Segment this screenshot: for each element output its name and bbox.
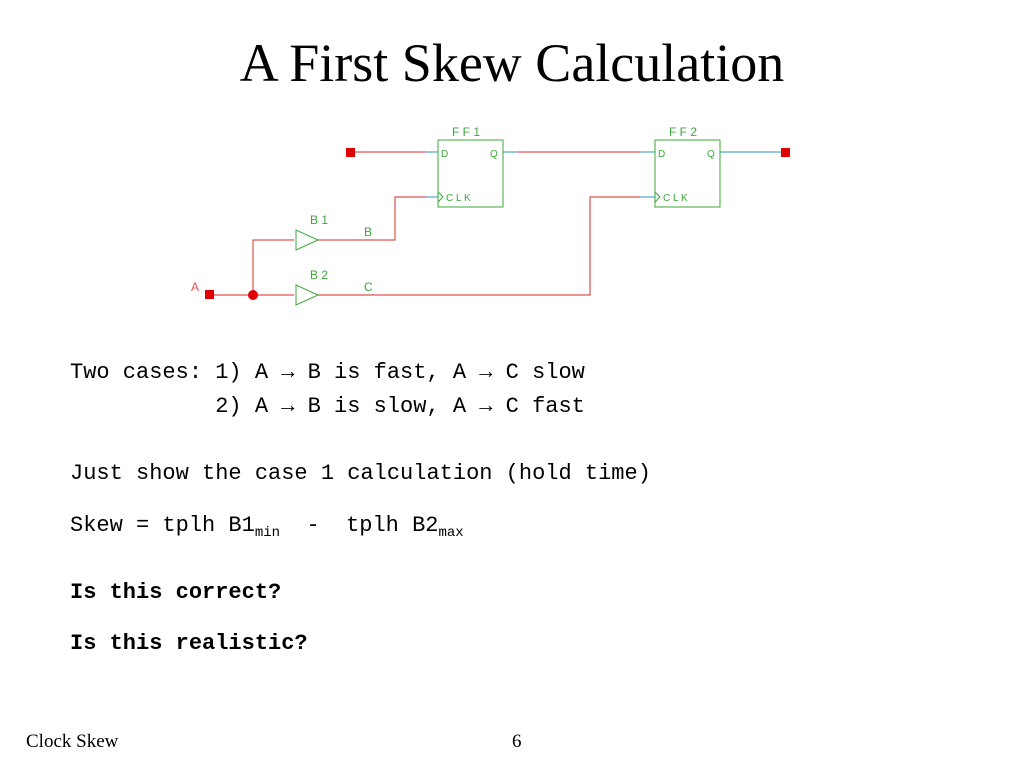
skew-prefix: Skew = tplh B1 bbox=[70, 513, 255, 538]
ff1-clk-marker bbox=[438, 192, 443, 202]
ff2-clk-marker bbox=[655, 192, 660, 202]
question-correct: Is this correct? bbox=[70, 580, 282, 605]
ff2-label: F F 2 bbox=[669, 125, 698, 139]
skew-formula bbox=[70, 513, 464, 541]
net-b-label: B bbox=[364, 225, 373, 239]
ff1-label: F F 1 bbox=[452, 125, 481, 139]
page-number: 6 bbox=[512, 731, 522, 752]
net-c-label: C bbox=[364, 280, 373, 294]
skew-sub-max: max bbox=[438, 525, 464, 541]
ff1-clk-label: C L K bbox=[446, 193, 471, 204]
input-terminal-a bbox=[205, 290, 214, 299]
wires bbox=[210, 152, 640, 295]
buffer-b1 bbox=[296, 230, 318, 250]
ff1-q-label: Q bbox=[490, 149, 498, 160]
wire-node-b1 bbox=[253, 240, 294, 295]
cases-line-1: Two cases: 1) A → B is fast, A → C slow bbox=[70, 360, 585, 385]
skew-mid: - tplh B2 bbox=[280, 513, 439, 538]
question-realistic: Is this realistic? bbox=[70, 631, 308, 656]
input-terminal-ff1 bbox=[346, 148, 355, 157]
terminals bbox=[205, 148, 790, 300]
buffer-b2 bbox=[296, 285, 318, 305]
b1-label: B 1 bbox=[310, 213, 329, 227]
pin-wires bbox=[426, 152, 785, 197]
output-terminal-ff2 bbox=[781, 148, 790, 157]
case1-note: Just show the case 1 calculation (hold time) bbox=[70, 461, 651, 486]
ff2-d-label: D bbox=[658, 149, 666, 160]
footer-title: Clock Skew bbox=[26, 731, 119, 752]
skew-sub-min: min bbox=[254, 525, 281, 541]
cases-line-2: 2) A → B is slow, A → C fast bbox=[70, 394, 585, 419]
slide-title: A First Skew Calculation bbox=[239, 33, 785, 93]
ff2-clk-label: C L K bbox=[663, 193, 688, 204]
b2-label: B 2 bbox=[310, 268, 329, 282]
input-a-label: A bbox=[191, 280, 200, 294]
components bbox=[296, 140, 720, 305]
junction-node bbox=[248, 290, 258, 300]
circuit-schematic bbox=[0, 0, 1024, 340]
ff2-q-label: Q bbox=[707, 149, 715, 160]
ff1-d-label: D bbox=[441, 149, 449, 160]
